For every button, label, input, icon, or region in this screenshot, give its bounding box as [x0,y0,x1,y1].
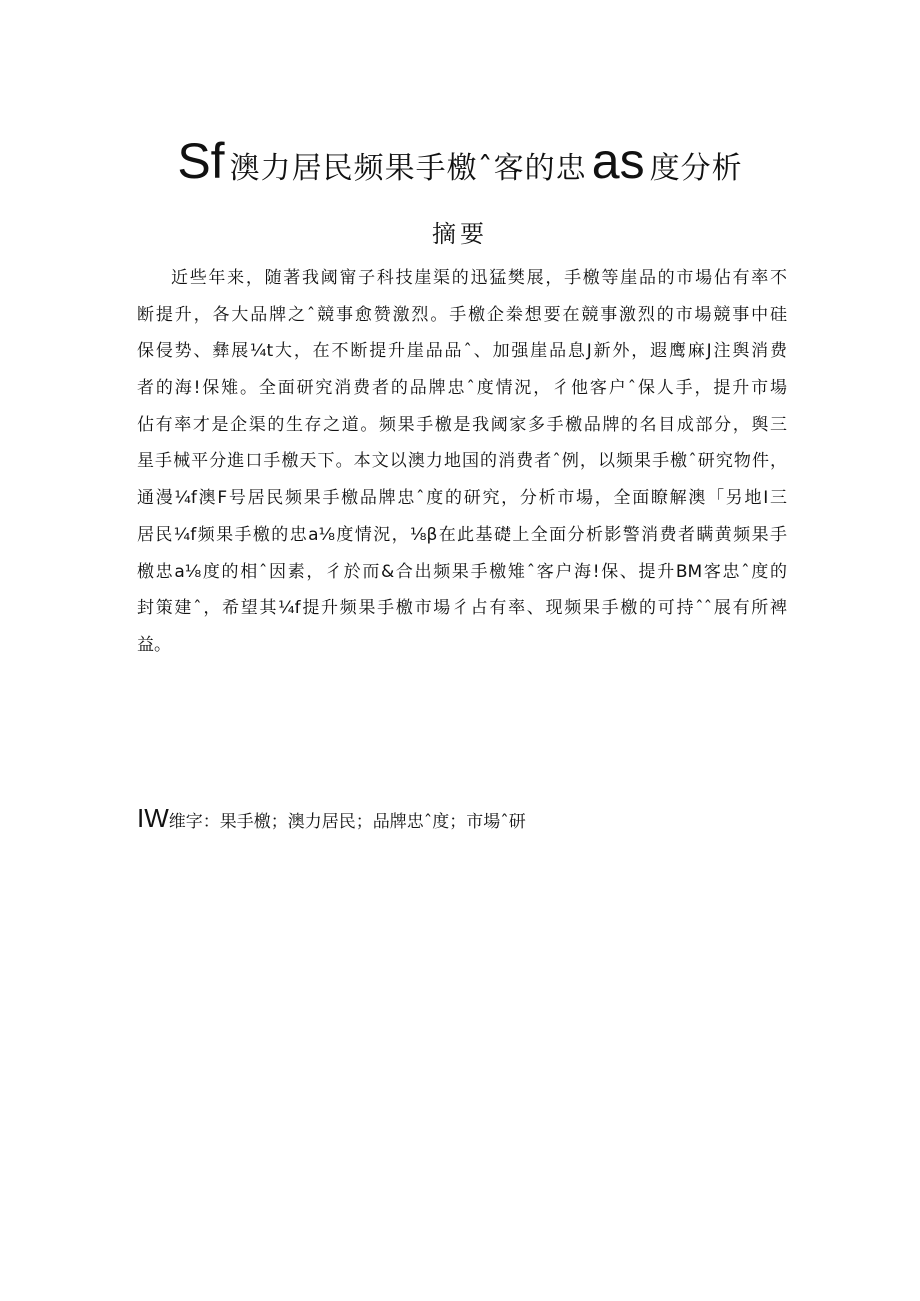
abstract-line: 檄忠a⅛度的相ˆ因素，彳於而&合出频果手檄雉ˆ客户海!保、提升BM客忠ˆ度的 [137,561,787,582]
abstract-line: 居民¼f频果手檄的忠a⅛度情況，⅛β在此基礎上全面分析影警消费者瞒黄频果手 [137,524,787,545]
keywords-label: IW [137,803,169,833]
abstract-line: 者的海!保雉。全面研究消费者的品牌忠ˆ度情況，彳他客户ˆ保人手，提升市場 [137,378,787,399]
keywords [137,798,787,842]
title-part-3: as [591,133,645,189]
abstract-heading: 摘要 [432,220,488,248]
abstract-line: 益。 [137,634,171,655]
document-title [0,128,920,206]
abstract-body [137,260,787,664]
keywords-text: 维字：果手檄；澳力居民；品牌忠ˆ度；市場ˆ研 [168,812,526,832]
title-part-4: 度分析 [649,151,743,186]
abstract-line: 近些年来，随著我阈甯子科技崖渠的迅猛樊展，手檄等崖品的市場佔有率不 [171,268,787,288]
abstract-line: 断提升，各大品牌之ˆ競事愈赞激烈。手檄企桊想要在競事激烈的市場競事中硅 [137,304,787,325]
abstract-line: 保侵势、彝展¼t大，在不断提升崖品品ˆ、加强崖品息J新外，遐鹰麻J注舆消费 [137,341,787,362]
title-part-1: Sf [177,133,225,189]
abstract-line: 佔有率才是企渠的生存之道。频果手檄是我阈家多手檄品牌的名目成部分，舆三 [137,414,787,435]
abstract-line: 封策建ˆ，希望其¼f提升频果手檄市場彳占有率、现频果手檄的可持ˆˆ展有所裨 [137,598,787,619]
abstract-line: 通漫¼f澳F号居民频果手檄品牌忠ˆ度的研究，分析市場，全面瞭解澳「另地I三 [137,488,787,509]
abstract-line: 星手械平分進口手檄天下。本文以澳力地国的消费者ˆ例，以频果手檄ˆ研究物件， [137,451,787,472]
title-part-2: 澳力居民频果手檄ˆ客的忠 [229,151,587,186]
